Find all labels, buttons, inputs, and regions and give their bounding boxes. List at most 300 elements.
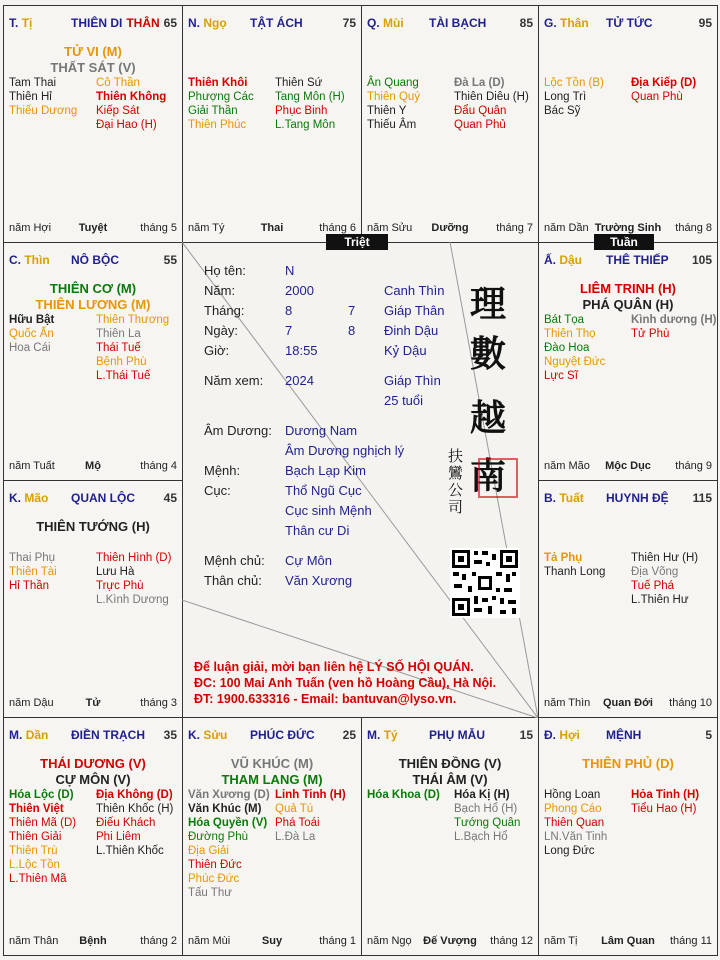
palace-header [9, 16, 177, 32]
palace-name-text: TÀI BẠCH [429, 16, 487, 30]
palace-branch: Thân [560, 16, 589, 30]
palace-name [606, 728, 641, 742]
minor-star: Phá Toái [275, 817, 320, 829]
minor-star: Tấu Thư [188, 887, 232, 899]
palace-name-text: MỆNH [606, 728, 642, 742]
palace-branch: Hợi [559, 728, 580, 742]
palace-position [367, 728, 398, 742]
value-than-cu: Thân cư Di [285, 523, 350, 538]
minor-star: Hỏa Tinh (H) [631, 789, 700, 801]
minor-stars-right [631, 76, 717, 104]
palace-name [429, 16, 486, 30]
palace-name-text: QUAN LỘC [71, 491, 135, 505]
minor-star: Tướng Quân [454, 817, 521, 829]
minor-stars-right [631, 313, 717, 341]
palace-year: năm Tý [188, 222, 225, 234]
palace-stage: Thai [260, 222, 284, 234]
minor-star: Thiên Hỉ [9, 91, 52, 103]
minor-stars-left [9, 76, 95, 118]
palace-header [544, 16, 712, 32]
triet-tag: Triệt [326, 234, 388, 250]
palace-year: năm Mùi [188, 935, 231, 947]
minor-star: Đà La (D) [454, 77, 505, 89]
palace-footer [367, 222, 533, 236]
minor-star: Thiên Diêu (H) [454, 91, 529, 103]
palace-footer [544, 697, 712, 711]
palace-month: tháng 6 [319, 222, 356, 234]
palace-name-text: ĐIỀN TRẠCH [71, 728, 145, 742]
minor-star: Nguyệt Đức [544, 356, 606, 368]
notice-line-2: ĐC: 100 Mai Anh Tuấn (ven hồ Hoàng Cầu), Hà Nội. [194, 676, 497, 690]
value-cuc: Thổ Ngũ Cục [285, 483, 362, 498]
minor-star: Tam Thai [9, 77, 57, 89]
palace-name-text: NÔ BỘC [71, 253, 119, 267]
palace-month: tháng 2 [140, 935, 177, 947]
palace-month: tháng 10 [669, 697, 712, 709]
palace-age-number: 45 [163, 491, 177, 505]
palace-position-code: T. [9, 16, 19, 30]
minor-star: Quan Phủ [454, 119, 506, 131]
minor-star: Kình dương (H) [631, 314, 717, 326]
label-cuc: Cục: [204, 483, 231, 498]
palace-name-text: HUYNH ĐỆ [606, 491, 669, 505]
minor-star: Quan Phù [631, 91, 683, 103]
logo-char-3: 越 [470, 397, 507, 439]
minor-star: Hữu Bật [9, 314, 55, 326]
palace-thin [3, 242, 183, 481]
palace-position [544, 16, 589, 30]
palace-branch: Mùi [383, 16, 404, 30]
minor-star: Đường Phù [188, 831, 248, 843]
minor-star: L.Đà La [275, 831, 316, 843]
palace-year: năm Mão [544, 460, 590, 472]
major-stars [4, 519, 182, 535]
minor-stars-left [544, 313, 630, 383]
minor-star: Thiên Y [367, 105, 407, 117]
palace-footer [9, 222, 177, 236]
minor-star: L.Thiên Hư [631, 594, 689, 606]
center-panel [182, 242, 538, 718]
minor-stars-left [544, 788, 630, 858]
palace-age-number: 75 [342, 16, 356, 30]
palace-stage: Đế Vượng [423, 935, 477, 947]
minor-stars-left [9, 788, 95, 886]
major-star: CỰ MÔN (V) [55, 772, 131, 787]
minor-star: Thiên Sứ [275, 77, 323, 89]
palace-month: tháng 4 [140, 460, 177, 472]
minor-star: Hỉ Thần [9, 580, 50, 592]
minor-star: Thiên Trù [9, 845, 58, 857]
palace-name [250, 728, 315, 742]
palace-name-text: THÊ THIẾP [606, 253, 669, 267]
minor-star: Văn Khúc (M) [188, 803, 262, 815]
palace-header [367, 728, 533, 744]
major-star: LIÊM TRINH (H) [579, 281, 677, 296]
palace-branch: Tý [383, 728, 398, 742]
palace-age-number: 65 [163, 16, 177, 30]
palace-age-number: 15 [519, 728, 533, 742]
major-stars [4, 281, 182, 313]
palace-year: năm Ngọ [367, 935, 412, 947]
minor-stars-right [631, 788, 717, 816]
minor-star: L.Tang Môn [275, 119, 336, 131]
minor-star: Hóa Khoa (D) [367, 789, 440, 801]
minor-star: Thiên Việt [9, 803, 64, 815]
qr-code-icon [450, 548, 520, 618]
minor-star: Giải Thần [188, 105, 238, 117]
palace-position-code: G. [544, 16, 557, 30]
palace-name [71, 253, 119, 267]
palace-age-number: 95 [698, 16, 712, 30]
minor-star: Địa Võng [631, 566, 679, 578]
palace-year: năm Dậu [9, 697, 54, 709]
minor-star: Đẩu Quân [454, 105, 507, 117]
logo-char-2: 數 [470, 333, 507, 375]
palace-header [9, 253, 177, 269]
minor-stars-right [96, 313, 182, 383]
palace-branch: Thìn [24, 253, 50, 267]
minor-star: Thiên Giải [9, 831, 62, 843]
minor-star: L.Thiên Khốc [96, 845, 164, 857]
major-star: THÁI DƯƠNG (V) [40, 756, 146, 771]
major-star: THÁI ÂM (V) [412, 772, 488, 787]
palace-branch: Mão [24, 491, 49, 505]
value-menh-chu: Cự Môn [285, 553, 332, 568]
palace-month: tháng 5 [140, 222, 177, 234]
palace-position [9, 16, 32, 30]
palace-position [188, 16, 227, 30]
minor-stars-right [454, 76, 540, 132]
palace-year: năm Tuất [9, 460, 55, 472]
palace-name [71, 16, 160, 30]
minor-star: Bát Tọa [544, 314, 585, 326]
palace-name [429, 728, 485, 742]
minor-stars-left [188, 788, 274, 900]
minor-star: Đào Hoa [544, 342, 590, 354]
palace-position-code: C. [9, 253, 21, 267]
palace-position [544, 253, 582, 267]
palace-dau [538, 242, 718, 481]
palace-name-text: PHỤ MẪU [429, 728, 485, 742]
palace-branch: Ngọ [203, 16, 227, 30]
major-star: THIÊN LƯƠNG (M) [35, 297, 151, 312]
palace-branch: Tuất [559, 491, 584, 505]
minor-star: Thanh Long [544, 566, 606, 578]
palace-stage: Mộ [85, 460, 101, 472]
palace-position-code: K. [188, 728, 200, 742]
minor-star: Thiếu Âm [367, 119, 417, 131]
palace-position-code: M. [367, 728, 381, 742]
label-view-year: Năm xem: [204, 373, 264, 388]
palace-month: tháng 7 [496, 222, 533, 234]
minor-stars-left [367, 788, 453, 802]
palace-hoi [538, 717, 718, 956]
minor-star: Phi Liêm [96, 831, 141, 843]
palace-name [71, 728, 145, 742]
minor-star: Tử Phù [631, 328, 670, 340]
minor-star: Thái Tuế [96, 342, 141, 354]
palace-ty [361, 717, 539, 956]
palace-suu [182, 717, 362, 956]
minor-star: Thiên Đức [188, 859, 242, 871]
minor-star: L.Kình Dương [96, 594, 169, 606]
minor-star: Tang Môn (H) [275, 91, 345, 103]
palace-position-code: N. [188, 16, 200, 30]
minor-star: Bạch Hổ (H) [454, 803, 518, 815]
label-day: Ngày: [204, 323, 238, 338]
palace-branch: Tị [21, 16, 33, 30]
major-star: PHÁ QUÂN (H) [582, 297, 674, 312]
palace-name [71, 491, 135, 505]
minor-star: Hóa Kị (H) [454, 789, 510, 801]
minor-star: Lực Sĩ [544, 370, 578, 382]
palace-year: năm Thân [9, 935, 59, 947]
palace-position [9, 253, 50, 267]
palace-branch: Dần [25, 728, 49, 742]
minor-star: Long Trì [544, 91, 587, 103]
minor-stars-right [454, 788, 540, 844]
minor-star: Thiên Thương [96, 314, 170, 326]
palace-header [9, 491, 177, 507]
palace-year: năm Dần [544, 222, 589, 234]
major-star: THIÊN TƯỚNG (H) [36, 519, 150, 534]
palace-footer [188, 935, 356, 949]
palace-stage: Tử [85, 697, 101, 709]
value-menh: Bạch Lạp Kim [285, 463, 366, 478]
minor-star: Cô Thần [96, 77, 140, 89]
palace-name [250, 16, 303, 30]
major-star: VŨ KHÚC (M) [230, 756, 314, 771]
company-seal-text: 扶鸞公司 [448, 447, 464, 516]
minor-star: LN.Văn Tinh [544, 831, 608, 843]
than-marker: THÂN [126, 16, 160, 30]
palace-footer [9, 697, 177, 711]
label-amduong: Âm Dương: [204, 423, 272, 438]
minor-star: Thiên Hư (H) [631, 552, 699, 564]
palace-year: năm Thìn [544, 697, 591, 709]
value-hour: 18:55 [285, 343, 318, 358]
minor-star: Phúc Đức [188, 873, 240, 885]
minor-star: Long Đức [544, 845, 595, 857]
value-view-year: 2024 [285, 373, 314, 388]
label-year: Năm: [204, 283, 236, 298]
palace-age-number: 105 [691, 253, 712, 267]
minor-star: Lộc Tồn (B) [544, 77, 604, 89]
value-age: 25 tuổi [384, 393, 424, 408]
palace-age-number: 55 [163, 253, 177, 267]
minor-stars-left [544, 76, 630, 118]
palace-mui [361, 5, 539, 243]
palace-header [188, 16, 356, 32]
palace-stage: Bệnh [79, 935, 107, 947]
palace-branch: Sửu [203, 728, 228, 742]
minor-star: Văn Xương (D) [188, 789, 270, 801]
minor-star: Thiên Mã (D) [9, 817, 77, 829]
minor-star: Tả Phụ [544, 552, 583, 564]
palace-position-code: Q. [367, 16, 380, 30]
palace-than [538, 5, 718, 243]
minor-star: Linh Tinh (H) [275, 789, 346, 801]
major-star: THAM LANG (M) [221, 772, 323, 787]
minor-star: Kiếp Sát [96, 105, 140, 117]
minor-star: Địa Không (D) [96, 789, 173, 801]
palace-name-text: PHÚC ĐỨC [250, 728, 315, 742]
minor-star: L.Thái Tuế [96, 370, 151, 382]
palace-month: tháng 12 [490, 935, 533, 947]
contact-notice [194, 659, 496, 707]
palace-position [544, 491, 584, 505]
minor-star: Hóa Quyền (V) [188, 817, 268, 829]
label-menh: Mệnh: [204, 463, 241, 478]
minor-star: Thiếu Dương [9, 105, 78, 117]
major-stars [362, 756, 538, 788]
minor-star: Thiên Không [96, 91, 167, 103]
palace-name-text: TỬ TỨC [606, 16, 653, 30]
minor-stars-left [188, 76, 274, 132]
palace-header [367, 16, 533, 32]
minor-star: Phục Binh [275, 105, 328, 117]
palace-tuat [538, 480, 718, 718]
palace-position-code: Ấ. [544, 253, 556, 267]
palace-position [188, 728, 227, 742]
palace-header [544, 728, 712, 744]
minor-star: L.Bạch Hổ [454, 831, 508, 843]
minor-star: Thiên Quan [544, 817, 605, 829]
minor-star: Ân Quang [367, 77, 419, 89]
minor-star: Thiên La [96, 328, 141, 340]
minor-star: Hóa Lộc (D) [9, 789, 74, 801]
minor-star: Thiên Khốc (H) [96, 803, 174, 815]
value-view-canchi: Giáp Thìn [384, 373, 441, 388]
minor-star: Phượng Các [188, 91, 254, 103]
palace-stage: Tuyệt [78, 222, 108, 234]
value-month: 8 [285, 303, 293, 318]
palace-position [367, 16, 404, 30]
major-star: THIÊN ĐỒNG (V) [398, 756, 502, 771]
minor-star: Thiên Quý [367, 91, 421, 103]
palace-ti [3, 5, 183, 243]
minor-stars-right [96, 788, 182, 858]
palace-footer [9, 460, 177, 474]
label-month: Tháng: [204, 303, 245, 318]
minor-stars-left [9, 551, 95, 593]
label-hour: Giờ: [204, 343, 230, 358]
value-day: 7 [285, 323, 293, 338]
logo-char-4: 南 [470, 455, 507, 497]
palace-footer [367, 935, 533, 949]
minor-star: Bệnh Phù [96, 356, 147, 368]
minor-star: Tuế Phá [631, 580, 675, 592]
palace-footer [544, 460, 712, 474]
minor-star: Thiên Phúc [188, 119, 247, 131]
palace-year: năm Sửu [367, 222, 413, 234]
palace-stage: Quan Đới [603, 697, 653, 709]
major-stars [539, 281, 717, 313]
minor-star: L.Thiên Mã [9, 873, 67, 885]
minor-stars-right [96, 551, 182, 607]
minor-star: Bác Sỹ [544, 105, 581, 117]
value-amduong: Dương Nam [285, 423, 358, 438]
value-day-lunar: 8 [348, 323, 356, 338]
label-than-chu: Thân chủ: [204, 573, 262, 588]
palace-stage: Suy [261, 935, 283, 947]
palace-year: năm Hợi [9, 222, 52, 234]
red-seal-icon [478, 458, 518, 498]
value-day-canchi: Đinh Dậu [384, 323, 439, 338]
minor-star: Quả Tú [275, 803, 314, 815]
major-star: THIÊN CƠ (M) [49, 281, 137, 296]
palace-position [544, 728, 580, 742]
minor-star: Phong Cáo [544, 803, 602, 815]
palace-ngo [182, 5, 362, 243]
minor-star: Thiên Khôi [188, 77, 248, 89]
minor-star: L.Lộc Tồn [9, 859, 60, 871]
palace-branch: Dậu [559, 253, 583, 267]
logo-char-1: 理 [470, 283, 507, 325]
palace-footer [9, 935, 177, 949]
palace-dan [3, 717, 183, 956]
label-menh-chu: Mệnh chủ: [204, 553, 265, 568]
value-month-lunar: 7 [348, 303, 356, 318]
major-star: THIÊN PHỦ (D) [582, 756, 674, 771]
palace-name-text: TẬT ÁCH [250, 16, 303, 30]
minor-stars-right [275, 76, 361, 132]
minor-star: Hoa Cái [9, 342, 51, 354]
palace-position-code: K. [9, 491, 21, 505]
minor-stars-left [9, 313, 95, 355]
palace-age-number: 5 [705, 728, 712, 742]
minor-stars-left [544, 551, 630, 579]
palace-footer [544, 935, 712, 949]
palace-position-code: M. [9, 728, 23, 742]
palace-stage: Mộc Dục [605, 460, 651, 472]
palace-name-text: THIÊN DI [71, 16, 123, 30]
palace-header [544, 253, 712, 269]
palace-year: năm Tị [544, 935, 578, 947]
value-year-canchi: Canh Thìn [384, 283, 445, 298]
value-hour-canchi: Kỷ Dậu [384, 343, 427, 358]
major-stars [183, 756, 361, 788]
palace-age-number: 25 [342, 728, 356, 742]
palace-stage: Trường Sinh [594, 222, 662, 234]
minor-star: Thiên Tài [9, 566, 57, 578]
palace-position-code: B. [544, 491, 556, 505]
minor-star: Thiên Hình (D) [96, 552, 172, 564]
palace-month: tháng 1 [319, 935, 356, 947]
palace-stage: Dưỡng [431, 222, 469, 234]
palace-position [9, 491, 48, 505]
value-name: N [285, 263, 295, 278]
minor-star: Tiểu Hao (H) [631, 803, 697, 815]
major-stars [539, 756, 717, 772]
minor-star: Địa Giải [188, 845, 229, 857]
minor-star: Điếu Khách [96, 817, 156, 829]
palace-header [188, 728, 356, 744]
minor-star: Thai Phụ [9, 552, 56, 564]
notice-line-1: Để luận giải, mời bạn liên hệ LÝ SỐ HỘI QUÁN. [194, 660, 474, 674]
minor-star: Thiên Thọ [544, 328, 596, 340]
palace-month: tháng 3 [140, 697, 177, 709]
palace-header [9, 728, 177, 744]
value-amduong-relation: Âm Dương nghịch lý [285, 443, 405, 458]
palace-mao [3, 480, 183, 718]
palace-month: tháng 8 [675, 222, 712, 234]
palace-position-code: Đ. [544, 728, 556, 742]
minor-star: Lưu Hà [96, 566, 135, 578]
label-name: Họ tên: [204, 263, 246, 278]
minor-stars-left [367, 76, 453, 132]
value-cuc-relation: Cục sinh Mệnh [285, 503, 372, 518]
